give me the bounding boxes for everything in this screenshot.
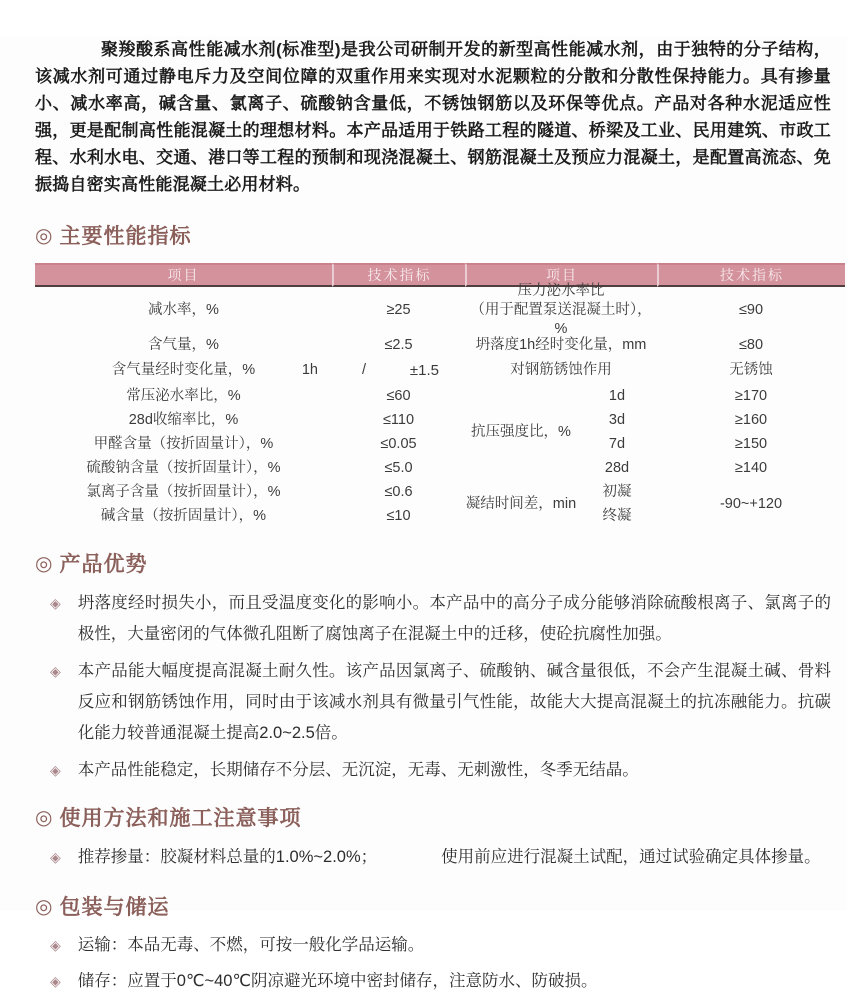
- table-cell-age: 28d: [604, 459, 630, 476]
- table-cell-value: ≥170: [734, 387, 768, 404]
- list-item-text: 本产品性能稳定，长期储存不分层、无沉淀，无毒、无刺激性，冬季无结晶。: [77, 761, 639, 779]
- list-item: [50, 842, 831, 873]
- list-item: [50, 967, 831, 995]
- list-item: [50, 931, 831, 959]
- table-cell-item-line1: 压力泌水率比: [517, 282, 605, 299]
- table-cell-value: ≥160: [734, 411, 768, 428]
- table-cell-value: -90~+120: [719, 495, 783, 512]
- table-cell-value: ≤110: [382, 411, 415, 428]
- table-cell-time-label: 1h: [301, 362, 318, 378]
- table-cell-value: 无锈蚀: [729, 362, 773, 378]
- section-title-text: 主要性能指标: [59, 225, 192, 248]
- list-item: [50, 656, 831, 749]
- table-cell-item-label: 含气量经时变化量，%: [111, 362, 256, 378]
- table-cell-value: ≥140: [734, 459, 768, 476]
- table-cell-age: 7d: [608, 435, 626, 452]
- table-cell-item: 硫酸钠含量（按折固量计），%: [86, 459, 281, 476]
- performance-table: [35, 263, 845, 528]
- table-cell-item: [35, 357, 332, 384]
- table-cell-value: ≤60: [386, 387, 411, 404]
- diamond-bullet-icon: ◈: [50, 663, 61, 679]
- diamond-bullet-icon: ◈: [50, 937, 61, 953]
- table-cell-value: ≥150: [734, 435, 768, 452]
- table-cell-item: [465, 282, 657, 337]
- diamond-bullet-icon: ◈: [50, 595, 61, 611]
- section-title-text: 使用方法和施工注意事项: [59, 807, 302, 830]
- diamond-bullet-icon: ◈: [50, 762, 61, 778]
- table-cell-item: 碱含量（按折固量计），%: [100, 507, 267, 524]
- table-cell-age: 3d: [608, 411, 626, 428]
- usage-line: [78, 842, 831, 873]
- section-title-performance: [35, 220, 847, 250]
- table-cell-value: ≤0.6: [384, 483, 413, 500]
- table-cell-value: ≤5.0: [384, 459, 413, 476]
- section-marker-icon: ◎: [35, 552, 54, 575]
- table-cell-item-line2: （用于配置泵送混凝土时），%: [470, 301, 652, 337]
- transport-text: 运输：本品无毒、不燃，可按一般化学品运输。: [77, 936, 425, 954]
- table-cell-item: 减水率，%: [148, 301, 219, 318]
- table-cell-value-number: ±1.5: [409, 362, 439, 379]
- table-header-value-right: 技术指标: [657, 263, 845, 287]
- table-cell-slash: /: [362, 362, 367, 378]
- table-cell-value: ≤90: [738, 301, 764, 318]
- table-cell-item: 常压泌水率比，%: [126, 387, 241, 404]
- table-cell-value: ≤80: [738, 336, 764, 353]
- dosage-text: 推荐掺量：胶凝材料总量的1.0%~2.0%；: [77, 848, 378, 866]
- table-cell-item: 氯离子含量（按折固量计），%: [86, 483, 281, 500]
- section-title-text: 产品优势: [59, 553, 148, 576]
- table-cell-value: ≤0.05: [380, 435, 417, 452]
- table-group-label-setting-time: 凝结时间差，min: [465, 495, 577, 512]
- diamond-bullet-icon: ◈: [50, 973, 61, 989]
- section-marker-icon: ◎: [35, 224, 54, 247]
- section-marker-icon: ◎: [35, 895, 54, 918]
- list-item-text: 坍落度经时损失小，而且受温度变化的影响小。本产品中的高分子成分能够消除硫酸根离子、氯离子的极性，大量密闭的气体微孔阻断了腐蚀离子在混凝土中的迁移，使砼抗腐性加强。: [77, 594, 831, 643]
- table-cell-age: 1d: [608, 387, 626, 404]
- section-title-packaging: [35, 891, 847, 921]
- table-cell-item: 对钢筋锈蚀作用: [510, 362, 612, 378]
- storage-text: 储存：应置于0℃~40℃阴凉避光环境中密封储存，注意防水、防破损。: [77, 972, 598, 990]
- table-cell-item: 坍落度1h经时变化量，mm: [475, 336, 647, 353]
- section-title-text: 包装与储运: [59, 896, 170, 919]
- section-marker-icon: ◎: [35, 806, 54, 829]
- table-cell-item: 甲醛含量（按折固量计），%: [93, 435, 274, 452]
- diamond-bullet-icon: ◈: [50, 849, 61, 865]
- section-title-advantages: [35, 548, 847, 578]
- table-cell-value: ≥25: [386, 301, 411, 318]
- table-cell-value: ≤10: [386, 507, 411, 524]
- table-header-item-right: 项目: [465, 263, 657, 287]
- list-item: [50, 755, 831, 786]
- table-cell-setting-initial: 初凝: [602, 483, 632, 500]
- usage-list: [0, 842, 847, 873]
- packaging-list: [0, 931, 847, 995]
- table-header-item-left: 项目: [35, 263, 332, 287]
- trial-mix-note: 使用前应进行混凝土试配，通过试验确定具体掺量。: [441, 848, 821, 866]
- table-group-label-strength: 抗压强度比，%: [471, 423, 571, 440]
- list-item: [50, 588, 831, 650]
- table-cell-item: 含气量，%: [148, 336, 219, 353]
- list-item-text: 本产品能大幅度提高混凝土耐久性。该产品因氯离子、硫酸钠、碱含量很低，不会产生混凝土碱、骨料反应和钢筋锈蚀作用，同时由于该减水剂具有微量引气性能，故能大大提高混凝土的抗冻融能力。抗碳化能力较普通混凝土提高2.0~2.5倍。: [77, 662, 831, 742]
- spacer: [377, 842, 441, 873]
- table-cell-value: [332, 357, 465, 384]
- table-cell-value: ≤2.5: [384, 336, 413, 353]
- advantages-list: [0, 588, 847, 786]
- section-title-usage: [35, 802, 847, 832]
- product-datasheet-page: [0, 36, 847, 990]
- intro-paragraph: 聚羧酸系高性能减水剂(标准型)是我公司研制开发的新型高性能减水剂，由于独特的分子结构，该减水剂可通过静电斥力及空间位障的双重作用来实现对水泥颗粒的分散和分散性保持能力。具有掺量小、减水率高，碱含量、氯离子、硫酸钠含量低，不锈蚀钢筋以及环保等优点。产品对各种水泥适应性强，更是配制高性能混凝土的理想材料。本产品适用于铁路工程的隧道、桥梁及工业、民用建筑、市政工程、水利水电、交通、港口等工程的预制和现浇混凝土、钢筋混凝土及预应力混凝土，是配置高流态、免振捣自密实高性能混凝土必用材料。: [35, 40, 831, 194]
- table-cell-setting-final: 终凝: [602, 507, 632, 524]
- table-cell-item: 28d收缩率比，%: [128, 411, 239, 428]
- table-header-value-left: 技术指标: [332, 263, 465, 287]
